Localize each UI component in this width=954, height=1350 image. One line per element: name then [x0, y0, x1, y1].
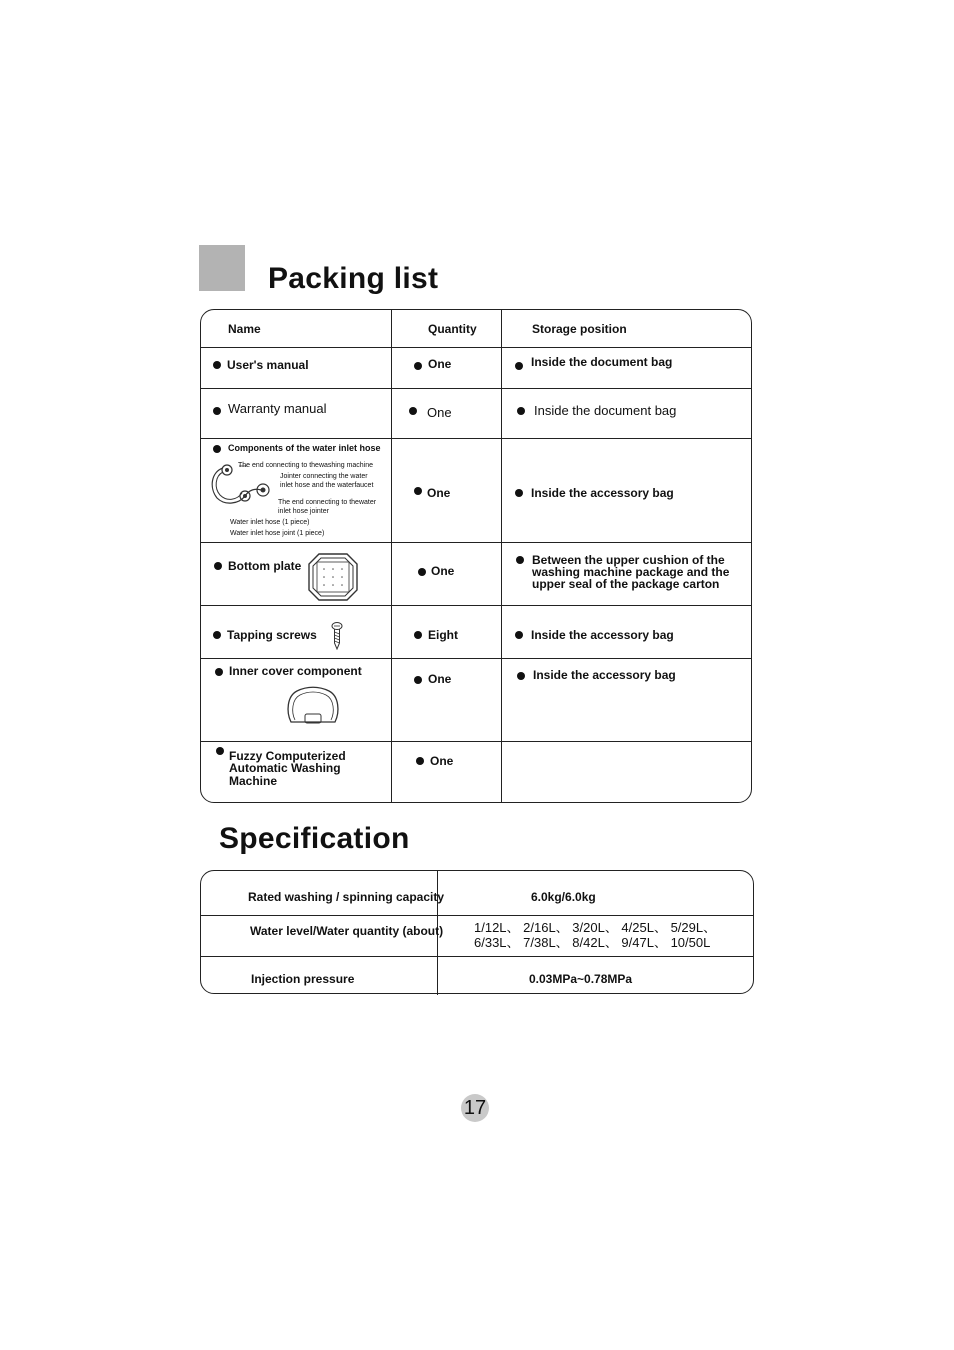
item-name: Tapping screws	[227, 628, 317, 642]
header-name: Name	[228, 322, 261, 336]
packing-list-title: Packing list	[268, 262, 439, 295]
bullet	[515, 489, 523, 497]
specification-title: Specification	[219, 822, 410, 855]
item-name-line: Machine	[229, 774, 278, 788]
bullet	[215, 668, 223, 676]
packing-list-table	[200, 309, 752, 803]
column-divider	[501, 310, 502, 802]
row-divider	[201, 438, 751, 439]
spec-value-line: 1/12L、 2/16L、 3/20L、 4/25L、 5/29L、	[474, 920, 717, 935]
item-storage: Inside the accessory bag	[531, 628, 674, 642]
item-quantity: One	[428, 672, 452, 686]
callout-label: inlet hose jointer	[278, 508, 329, 515]
item-storage-line: upper seal of the package carton	[532, 577, 720, 591]
row-divider	[201, 388, 751, 389]
header-quantity: Quantity	[428, 322, 477, 336]
bullet	[515, 362, 523, 370]
row-divider	[201, 347, 751, 348]
bullet	[414, 676, 422, 684]
callout-label: Water inlet hose (1 piece)	[230, 519, 310, 526]
spec-label: Injection pressure	[251, 972, 355, 986]
spec-value-line: 6/33L、 7/38L、 8/42L、 9/47L、 10/50L	[474, 935, 711, 950]
item-name: Warranty manual	[228, 401, 327, 416]
row-divider	[201, 956, 753, 957]
screw-illustration	[331, 622, 343, 650]
item-storage: Inside the accessory bag	[533, 668, 676, 682]
bullet	[516, 556, 524, 564]
bullet	[517, 407, 525, 415]
item-name: Bottom plate	[228, 559, 302, 573]
item-quantity: One	[431, 564, 455, 578]
bullet	[515, 631, 523, 639]
bullet	[216, 747, 224, 755]
spec-label: Water level/Water quantity (about)	[250, 924, 444, 938]
item-quantity: Eight	[428, 628, 458, 642]
row-divider	[201, 542, 751, 543]
bullet	[213, 361, 221, 369]
bullet	[517, 672, 525, 680]
item-quantity: One	[428, 357, 452, 371]
item-storage-line: Between the upper cushion of the	[532, 553, 725, 567]
item-name-line: Fuzzy Computerized	[229, 749, 346, 763]
callout-label: The end connecting to thewater	[278, 499, 377, 506]
item-quantity: One	[430, 754, 454, 768]
item-quantity: One	[427, 486, 451, 500]
row-divider	[201, 658, 751, 659]
column-divider	[391, 310, 392, 802]
header-storage: Storage position	[532, 322, 627, 336]
specification-table	[200, 870, 754, 994]
item-name-line: Automatic Washing	[229, 761, 341, 775]
section-marker-square	[199, 245, 245, 291]
bullet	[409, 407, 417, 415]
item-name: Components of the water inlet hose	[228, 443, 381, 453]
bullet	[418, 568, 426, 576]
row-divider	[201, 915, 753, 916]
spec-label: Rated washing / spinning capacity	[248, 890, 445, 904]
item-storage: Inside the document bag	[534, 403, 677, 418]
bullet	[213, 445, 221, 453]
spec-value: 6.0kg/6.0kg	[531, 890, 596, 904]
callout-label: The end connecting to thewashing machine	[238, 462, 374, 469]
bullet	[213, 407, 221, 415]
bullet	[414, 487, 422, 495]
spec-value: 0.03MPa~0.78MPa	[529, 972, 633, 986]
page-number: 17	[461, 1094, 489, 1122]
row-divider	[201, 605, 751, 606]
bullet	[414, 362, 422, 370]
bullet	[213, 631, 221, 639]
row-divider	[201, 741, 751, 742]
bullet	[416, 757, 424, 765]
item-storage-line: washing machine package and the	[532, 565, 730, 579]
callout-label: Jointer connecting the water	[280, 473, 368, 480]
bullet	[214, 562, 222, 570]
callout-label: Water inlet hose joint (1 piece)	[230, 530, 325, 537]
item-name: Inner cover component	[229, 664, 362, 678]
callout-label: inlet hose and the waterfaucet	[280, 482, 374, 489]
item-storage: Inside the document bag	[531, 355, 673, 369]
bottom-plate-illustration	[307, 552, 359, 602]
item-name: User's manual	[227, 358, 309, 372]
inner-cover-illustration	[285, 686, 341, 728]
item-quantity: One	[427, 405, 452, 420]
item-storage: Inside the accessory bag	[531, 486, 674, 500]
bullet	[414, 631, 422, 639]
